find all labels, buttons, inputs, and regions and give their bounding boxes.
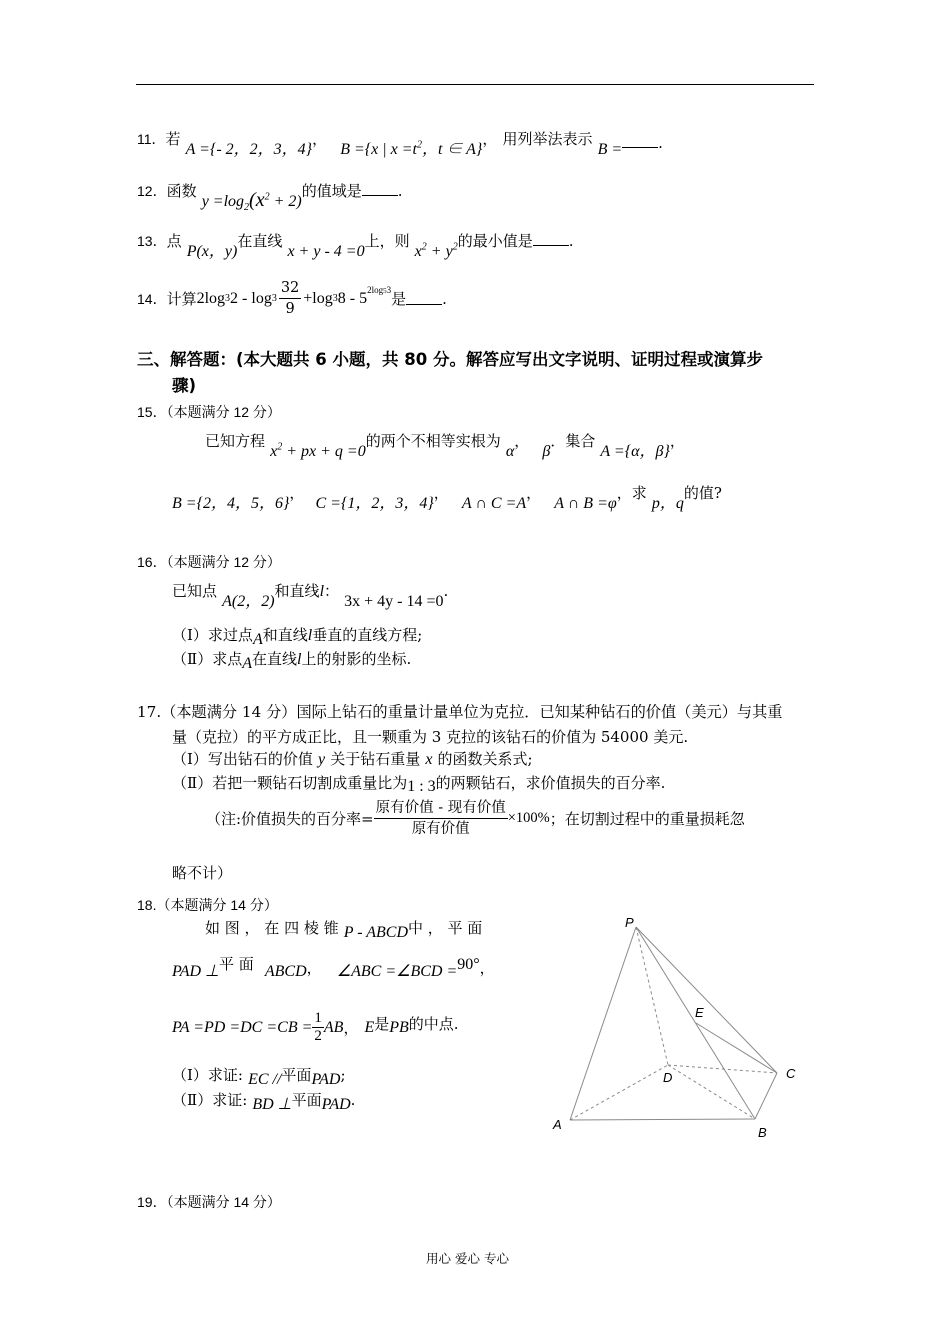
question-17-line2: 量（克拉）的平方成正比，且一颗重为 3 克拉的该钻石的价值为 54000 美元.	[172, 728, 689, 746]
question-18-part1: （Ⅰ）求证: EC //平面PAD;	[172, 1066, 346, 1088]
question-16-header: 16．（本题满分 12 分）	[137, 554, 281, 570]
question-15-line1: 已知方程 $x^2$ + px + q =0的两个不相等实根为 α， β．集合 A ={α，β}，	[205, 432, 685, 460]
question-18-header: 18.（本题满分 14 分）	[137, 897, 278, 913]
question-15-line2: B ={2，4，5，6}， C ={1，2，3，4}， A ∩ C =A， A ∩ B =φ，求 p，q的值?	[172, 484, 722, 512]
edge-pb	[636, 927, 755, 1119]
answer-label: B =	[597, 141, 623, 158]
answer-blank	[362, 183, 398, 196]
question-18-line1: 如 图 ， 在 四 棱 锥 P - ABCD中 ， 平 面	[205, 919, 483, 941]
set-a-expression: A ={- 2，2，3，4}	[185, 141, 313, 158]
set-c-definition: C ={1，2，3，4}	[315, 495, 434, 512]
edge-bc	[755, 1073, 777, 1119]
question-17-line1: 17.（本题满分 14 分）国际上钻石的重量计量单位为克拉．已知某种钻石的价值（美元）与其重	[137, 703, 783, 721]
set-b-expression: B ={x | $x =t^2$，t ∈ A}	[340, 139, 483, 158]
answer-blank	[406, 292, 442, 305]
answer-blank	[533, 233, 569, 246]
page-footer: 用心 爱心 专心	[426, 1251, 509, 1266]
question-number: 13．	[137, 233, 167, 249]
point-label-e: E	[695, 1005, 704, 1020]
set-a-definition: A ={α，β}	[600, 443, 670, 460]
edge-ab	[570, 1119, 755, 1120]
question-19-header: 19．（本题满分 14 分）	[137, 1194, 281, 1210]
line-equation: x + y - 4 =0	[287, 243, 365, 260]
header-rule	[136, 84, 814, 85]
question-number: 14．	[137, 290, 167, 307]
question-12: 12．函数 $y =\log_2(x^2 + 2)$的值域是 .	[137, 182, 403, 214]
answer-blank	[622, 135, 658, 148]
vertex-label-c: C	[786, 1066, 796, 1081]
question-number: 11．	[137, 131, 166, 147]
edge-pa	[570, 927, 636, 1120]
question-number: 12．	[137, 183, 167, 199]
quadratic-equation: $x^2$ + px + q =0	[270, 441, 366, 460]
half-fraction: $\frac{1}{2}$	[314, 1010, 322, 1044]
fraction-32-9: $\frac{32}{9}$	[280, 280, 300, 317]
log-expression: 2log 3 2 - log 3 $\frac{32}{9}$ +log 3 8 - 5 2log53	[196, 280, 392, 317]
point-expression: P(x，y)	[186, 243, 238, 260]
question-17-part1: （Ⅰ）写出钻石的价值 y 关于钻石重量 x 的函数关系式;	[172, 750, 533, 768]
edge-pd	[636, 927, 668, 1065]
set-b-definition: B ={2，4，5，6}	[172, 495, 290, 512]
question-17-note: （注:价值损失的百分率= $\frac{\text{原有价值 - 现有价值}}{\text{原有价值}}$ ×100% ；在切割过程中的重量损耗忽	[206, 800, 745, 837]
loss-rate-fraction: $\frac{\text{原有价值 - 现有价值}}{\text{原有价值}}$	[375, 800, 506, 837]
question-13: 13．点 P(x，y)在直线 x + y - 4 =0上，则 $x^2 + y^2$的最小值是 .	[137, 232, 574, 260]
line-equation: 3x + 4y - 14 =0	[344, 593, 444, 610]
section-heading-cont: 骤)	[172, 376, 197, 395]
section-heading: 三、解答题：(本大题共 6 小题，共 80 分。解答应写出文字说明、证明过程或演算步	[137, 350, 763, 369]
question-16-line1: 已知点 A(2，2)和直线l： 3x + 4y - 14 =0.	[172, 582, 449, 610]
edge-ad	[570, 1065, 668, 1120]
pyramid-figure	[540, 905, 810, 1145]
condition-2: A ∩ B =φ	[554, 495, 617, 512]
vertex-label-a: A	[553, 1117, 562, 1132]
vertex-label-d: D	[663, 1070, 673, 1085]
question-18-part2: （Ⅱ）求证: BD ⊥平面PAD.	[172, 1091, 356, 1113]
segment-bd	[668, 1065, 755, 1119]
question-18-line3: PA =PD =DC =CB = $\frac{1}{2}$ AB ， E 是 PB 的中点.	[172, 1010, 459, 1044]
question-17-note-cont: 略不计）	[172, 864, 233, 882]
question-15-header: 15．（本题满分 12 分）	[137, 404, 281, 420]
question-17-part2: （Ⅱ）若把一颗钻石切割成重量比为1 : 3的两颗钻石，求价值损失的百分率.	[172, 774, 666, 795]
condition-1: A ∩ C =A	[461, 495, 527, 512]
vertex-label-b: B	[758, 1125, 767, 1140]
question-18-line2: PAD ⊥平 面 ABCD， ∠ABC =∠BCD =90°，	[172, 955, 495, 980]
question-11: 11．若 A ={- 2，2，3，4}， B ={x | $x =t^2$，t ∈ A}， 用列举法表示 B = .	[137, 130, 663, 158]
question-14: 14． 计算 2log 3 2 - log 3 $\frac{32}{9}$ +log 3 8 - 5 2log53 是 .	[137, 280, 447, 317]
edge-pc	[636, 927, 777, 1073]
question-16-part1: （Ⅰ）求过点A和直线l垂直的直线方程;	[172, 626, 423, 648]
target-expression: $x^2 + y^2$	[414, 241, 458, 260]
vertex-label-p: P	[625, 915, 634, 930]
function-expression: $y =\log_2(x^2 + 2)$	[201, 189, 302, 214]
question-16-part2: （Ⅱ）求点A在直线l上的射影的坐标.	[172, 650, 412, 672]
point-a: A(2，2)	[222, 593, 275, 610]
